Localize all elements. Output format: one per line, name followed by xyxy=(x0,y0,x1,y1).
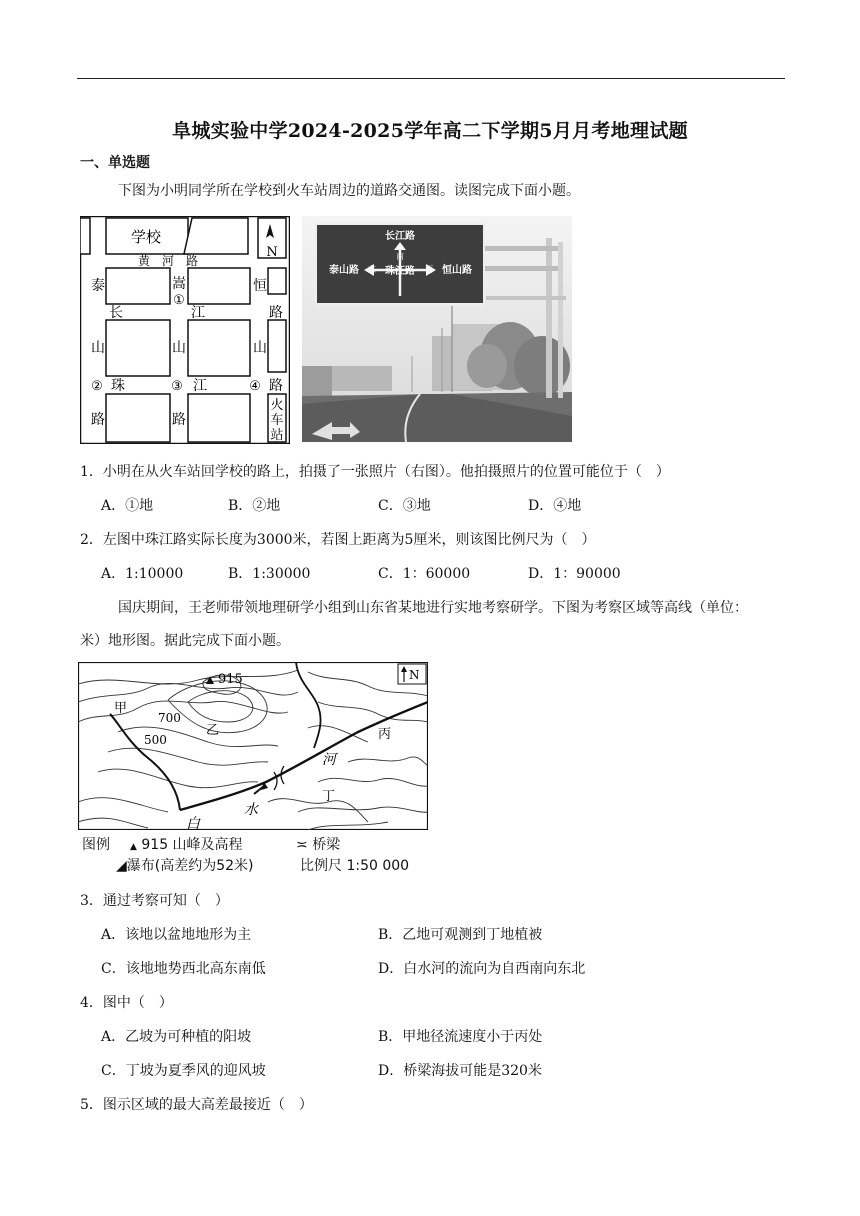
station-char-1: 火 xyxy=(270,398,284,413)
q1-stem: 1．小明在从火车站回学校的路上，拍摄了一张照片（右图）。他拍摄照片的位置可能位于（ ） xyxy=(80,464,670,480)
q3-option-c[interactable]: C．该地地势西北高东南低 xyxy=(101,961,266,977)
sign-top-road: 长江路 xyxy=(385,231,415,242)
header-rule xyxy=(77,78,785,79)
q3-option-d[interactable]: D．白水河的流向为自西南向东北 xyxy=(378,961,586,977)
songshan-road-char-2: 山 xyxy=(172,340,186,356)
point-ding: 丁 xyxy=(322,789,336,804)
sign-west: 西 xyxy=(425,265,433,274)
contour-700: 700 xyxy=(158,711,181,725)
contour-map-figure xyxy=(78,662,428,830)
point-bing: 丙 xyxy=(378,727,392,742)
river-char-shui: 水 xyxy=(244,802,258,818)
hengshan-road-char-1: 恒 xyxy=(253,278,267,294)
station-char-2: 车 xyxy=(270,413,284,428)
map2-north-label: N xyxy=(409,668,420,682)
q3-option-b[interactable]: B．乙地可观测到丁地植被 xyxy=(378,927,543,943)
q1-option-a[interactable]: A．①地 xyxy=(101,498,154,514)
q1-option-b[interactable]: B．②地 xyxy=(228,498,281,514)
legend-bridge-text: 桥梁 xyxy=(312,837,341,853)
songshan-road-char-3: 路 xyxy=(172,412,186,428)
q2-option-a[interactable]: A．1:10000 xyxy=(101,566,184,582)
marker-1: ① xyxy=(173,293,185,308)
taishan-road-char-1: 泰 xyxy=(91,278,105,294)
peak-triangle-icon: ▲ xyxy=(130,842,137,852)
sign-south: 南 xyxy=(396,252,404,261)
taishan-road-char-2: 山 xyxy=(91,340,105,356)
q4-option-c[interactable]: C．丁坡为夏季风的迎风坡 xyxy=(101,1063,266,1079)
intro-paragraph-1: 下图为小明同学所在学校到火车站周边的道路交通图。读图完成下面小题。 xyxy=(118,183,580,199)
river-char-he: 河 xyxy=(322,752,336,768)
q5-stem: 5．图示区域的最大高差最接近（ ） xyxy=(80,1097,313,1113)
page-title: 阜城实验中学2024-2025学年高二下学期5月月考地理试题 xyxy=(172,120,688,142)
sign-center-road: 珠江路 xyxy=(385,266,415,277)
legend-waterfall xyxy=(116,855,254,875)
huanghe-road-label: 黄 河 路 xyxy=(137,254,199,268)
q1-option-c[interactable]: C．③地 xyxy=(378,498,431,514)
q4-option-b[interactable]: B．甲地径流速度小于丙处 xyxy=(378,1029,543,1045)
zhujiang-road-char-1: 珠 xyxy=(111,378,125,394)
q3-option-a[interactable]: A．该地以盆地地形为主 xyxy=(101,927,252,943)
q2-option-c[interactable]: C．1：60000 xyxy=(378,566,471,582)
hengshan-road-char-2: 山 xyxy=(253,340,267,356)
sign-east: 东 xyxy=(368,265,376,274)
sign-left-road: 泰山路 xyxy=(329,265,359,276)
waterfall-icon: ◢ xyxy=(116,858,127,874)
songshan-road-char-1: 嵩 xyxy=(172,276,186,292)
school-label: 学校 xyxy=(130,228,162,246)
q2-stem: 2．左图中珠江路实际长度为3000米，若图上距离为5厘米，则该图比例尺为（ ） xyxy=(80,532,596,548)
changjiang-road-char-3: 路 xyxy=(269,305,283,321)
q2-option-b[interactable]: B．1:30000 xyxy=(228,566,311,582)
point-jia: 甲 xyxy=(114,701,128,716)
station-char-3: 站 xyxy=(270,428,284,443)
point-yi: 乙 xyxy=(206,723,220,738)
road-map-figure xyxy=(80,216,290,444)
hengshan-road-char-3: 路 xyxy=(269,378,283,394)
north-label: N xyxy=(266,245,278,260)
changjiang-road-char-2: 江 xyxy=(191,305,205,321)
q4-stem: 4．图中（ ） xyxy=(80,995,173,1011)
zhujiang-road-char-2: 江 xyxy=(193,378,207,394)
q4-option-a[interactable]: A．乙坡为可种植的阳坡 xyxy=(101,1029,252,1045)
legend-peak-text: 915 山峰及高程 xyxy=(141,837,243,853)
q1-option-d[interactable]: D．④地 xyxy=(528,498,582,514)
legend-scale: 比例尺 1:50 000 xyxy=(300,858,410,874)
q3-stem: 3．通过考察可知（ ） xyxy=(80,893,229,909)
changjiang-road-char-1: 长 xyxy=(109,305,123,321)
contour-500: 500 xyxy=(144,733,167,747)
legend-bridge xyxy=(296,834,340,854)
marker-4: ④ xyxy=(249,379,261,394)
intro-paragraph-2-line-1: 国庆期间，王老师带领地理研学小组到山东省某地进行实地考察研学。下图为考察区域等高线（单位： xyxy=(118,600,748,616)
road-sign-photo xyxy=(302,216,572,442)
peak-elevation: 915 xyxy=(218,672,243,687)
marker-3: ③ xyxy=(171,379,183,394)
legend-label: 图例 xyxy=(82,837,110,853)
bridge-icon: ≍ xyxy=(296,837,308,853)
river-char-bai: 白 xyxy=(186,816,200,830)
marker-2: ② xyxy=(91,379,103,394)
q2-option-d[interactable]: D．1：90000 xyxy=(528,566,621,582)
legend-waterfall-text: 瀑布(高差约为52米) xyxy=(126,858,254,874)
section-heading: 一、单选题 xyxy=(80,155,150,171)
intro-paragraph-2-line-2: 米）地形图。据此完成下面小题。 xyxy=(80,633,290,649)
legend-peak xyxy=(130,834,243,854)
sign-right-road: 恒山路 xyxy=(442,265,472,276)
q4-option-d[interactable]: D．桥梁海拔可能是320米 xyxy=(378,1063,542,1079)
taishan-road-char-3: 路 xyxy=(91,412,105,428)
